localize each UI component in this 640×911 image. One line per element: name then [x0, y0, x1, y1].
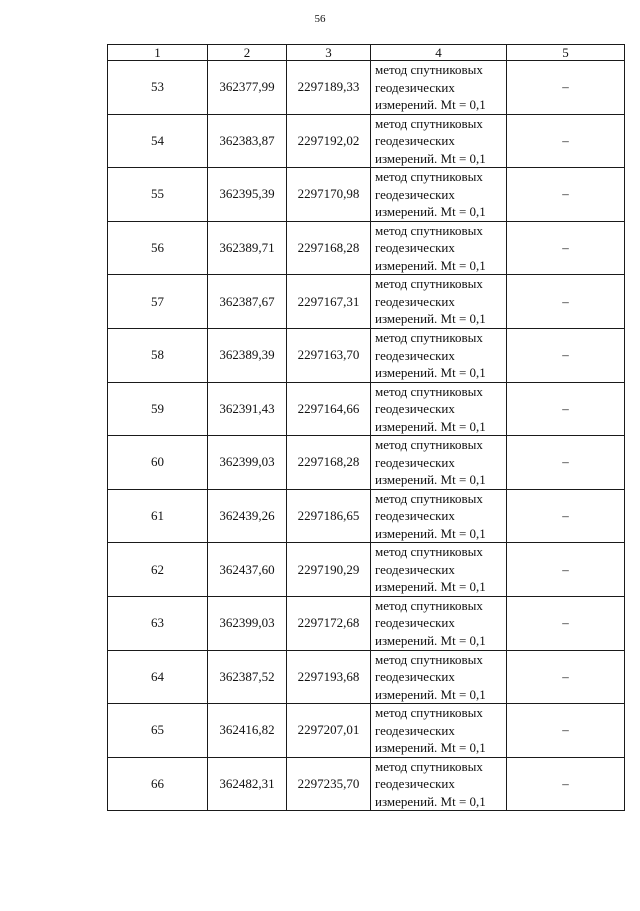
point-number-cell: 57 — [108, 275, 208, 329]
note-cell: – — [507, 757, 625, 811]
method-line: измерений. Mt = 0,1 — [375, 204, 486, 220]
table-row — [108, 704, 625, 758]
method-line: геодезических — [375, 240, 455, 256]
y-coordinate-cell: 2297163,70 — [287, 328, 371, 382]
x-coordinate-cell: 362383,87 — [208, 114, 287, 168]
method-line: измерений. Mt = 0,1 — [375, 740, 486, 756]
x-coordinate-cell: 362395,39 — [208, 168, 287, 222]
method-line: метод спутниковых — [375, 490, 483, 506]
method-line: геодезических — [375, 186, 455, 202]
method-line: метод спутниковых — [375, 169, 483, 185]
note-cell: – — [507, 596, 625, 650]
point-number-cell: 55 — [108, 168, 208, 222]
table-row — [108, 275, 625, 329]
note-cell: – — [507, 114, 625, 168]
note-cell: – — [507, 328, 625, 382]
page-number: 56 — [314, 13, 326, 25]
y-coordinate-cell: 2297193,68 — [287, 650, 371, 704]
method-line: метод спутниковых — [375, 62, 483, 78]
method-cell — [371, 382, 507, 436]
note-cell: – — [507, 61, 625, 115]
note-cell: – — [507, 221, 625, 275]
method-line: геодезических — [375, 401, 455, 417]
x-coordinate-cell: 362482,31 — [208, 757, 287, 811]
y-coordinate-cell: 2297170,98 — [287, 168, 371, 222]
table-row — [108, 382, 625, 436]
method-line: измерений. Mt = 0,1 — [375, 632, 486, 648]
method-line: геодезических — [375, 722, 455, 738]
method-cell — [371, 168, 507, 222]
point-number-cell: 60 — [108, 436, 208, 490]
method-line: метод спутниковых — [375, 115, 483, 131]
table-header-row — [108, 45, 625, 61]
y-coordinate-cell: 2297172,68 — [287, 596, 371, 650]
point-number-cell: 59 — [108, 382, 208, 436]
table-row — [108, 757, 625, 811]
note-cell: – — [507, 382, 625, 436]
method-line: метод спутниковых — [375, 705, 483, 721]
table-row — [108, 61, 625, 115]
method-cell — [371, 114, 507, 168]
method-line: геодезических — [375, 776, 455, 792]
y-coordinate-cell: 2297190,29 — [287, 543, 371, 597]
method-cell — [371, 275, 507, 329]
table-body — [108, 61, 625, 811]
method-line: геодезических — [375, 454, 455, 470]
method-line: геодезических — [375, 615, 455, 631]
note-cell: – — [507, 650, 625, 704]
table-row — [108, 168, 625, 222]
x-coordinate-cell: 362387,67 — [208, 275, 287, 329]
method-line: измерений. Mt = 0,1 — [375, 793, 486, 809]
method-line: геодезических — [375, 561, 455, 577]
point-number-cell: 62 — [108, 543, 208, 597]
method-line: измерений. Mt = 0,1 — [375, 472, 486, 488]
method-line: измерений. Mt = 0,1 — [375, 97, 486, 113]
y-coordinate-cell: 2297167,31 — [287, 275, 371, 329]
column-header: 1 — [108, 45, 208, 61]
x-coordinate-cell: 362437,60 — [208, 543, 287, 597]
coordinates-table — [107, 44, 625, 811]
method-line: измерений. Mt = 0,1 — [375, 525, 486, 541]
point-number-cell: 65 — [108, 704, 208, 758]
point-number-cell: 53 — [108, 61, 208, 115]
y-coordinate-cell: 2297189,33 — [287, 61, 371, 115]
method-cell — [371, 328, 507, 382]
point-number-cell: 64 — [108, 650, 208, 704]
note-cell: – — [507, 436, 625, 490]
x-coordinate-cell: 362377,99 — [208, 61, 287, 115]
method-line: измерений. Mt = 0,1 — [375, 418, 486, 434]
note-cell: – — [507, 168, 625, 222]
method-cell — [371, 221, 507, 275]
method-line: измерений. Mt = 0,1 — [375, 365, 486, 381]
method-cell — [371, 61, 507, 115]
method-line: метод спутниковых — [375, 276, 483, 292]
table-row — [108, 543, 625, 597]
method-line: метод спутниковых — [375, 437, 483, 453]
method-line: метод спутниковых — [375, 544, 483, 560]
y-coordinate-cell: 2297168,28 — [287, 436, 371, 490]
table-row — [108, 328, 625, 382]
x-coordinate-cell: 362389,71 — [208, 221, 287, 275]
y-coordinate-cell: 2297192,02 — [287, 114, 371, 168]
y-coordinate-cell: 2297235,70 — [287, 757, 371, 811]
point-number-cell: 63 — [108, 596, 208, 650]
y-coordinate-cell: 2297164,66 — [287, 382, 371, 436]
method-line: метод спутниковых — [375, 383, 483, 399]
method-line: геодезических — [375, 79, 455, 95]
method-line: измерений. Mt = 0,1 — [375, 257, 486, 273]
y-coordinate-cell: 2297207,01 — [287, 704, 371, 758]
table-row — [108, 221, 625, 275]
column-header: 4 — [371, 45, 507, 61]
x-coordinate-cell: 362399,03 — [208, 596, 287, 650]
method-cell — [371, 704, 507, 758]
column-header: 5 — [507, 45, 625, 61]
x-coordinate-cell: 362389,39 — [208, 328, 287, 382]
method-line: измерений. Mt = 0,1 — [375, 686, 486, 702]
x-coordinate-cell: 362439,26 — [208, 489, 287, 543]
point-number-cell: 54 — [108, 114, 208, 168]
note-cell: – — [507, 543, 625, 597]
method-line: геодезических — [375, 508, 455, 524]
x-coordinate-cell: 362416,82 — [208, 704, 287, 758]
table-row — [108, 114, 625, 168]
method-line: метод спутниковых — [375, 330, 483, 346]
method-line: измерений. Mt = 0,1 — [375, 579, 486, 595]
method-line: метод спутниковых — [375, 651, 483, 667]
table-row — [108, 650, 625, 704]
x-coordinate-cell: 362399,03 — [208, 436, 287, 490]
note-cell: – — [507, 489, 625, 543]
column-header: 3 — [287, 45, 371, 61]
table-row — [108, 489, 625, 543]
method-line: геодезических — [375, 133, 455, 149]
method-line: геодезических — [375, 293, 455, 309]
method-line: метод спутниковых — [375, 222, 483, 238]
method-line: геодезических — [375, 669, 455, 685]
method-line: метод спутниковых — [375, 597, 483, 613]
method-cell — [371, 596, 507, 650]
note-cell: – — [507, 275, 625, 329]
point-number-cell: 56 — [108, 221, 208, 275]
method-line: измерений. Mt = 0,1 — [375, 311, 486, 327]
method-line: геодезических — [375, 347, 455, 363]
point-number-cell: 66 — [108, 757, 208, 811]
method-line: метод спутниковых — [375, 758, 483, 774]
y-coordinate-cell: 2297186,65 — [287, 489, 371, 543]
note-cell: – — [507, 704, 625, 758]
method-cell — [371, 543, 507, 597]
column-header: 2 — [208, 45, 287, 61]
table-row — [108, 596, 625, 650]
method-line: измерений. Mt = 0,1 — [375, 150, 486, 166]
x-coordinate-cell: 362391,43 — [208, 382, 287, 436]
x-coordinate-cell: 362387,52 — [208, 650, 287, 704]
method-cell — [371, 489, 507, 543]
table-row — [108, 436, 625, 490]
method-cell — [371, 757, 507, 811]
y-coordinate-cell: 2297168,28 — [287, 221, 371, 275]
point-number-cell: 58 — [108, 328, 208, 382]
method-cell — [371, 650, 507, 704]
method-cell — [371, 436, 507, 490]
point-number-cell: 61 — [108, 489, 208, 543]
